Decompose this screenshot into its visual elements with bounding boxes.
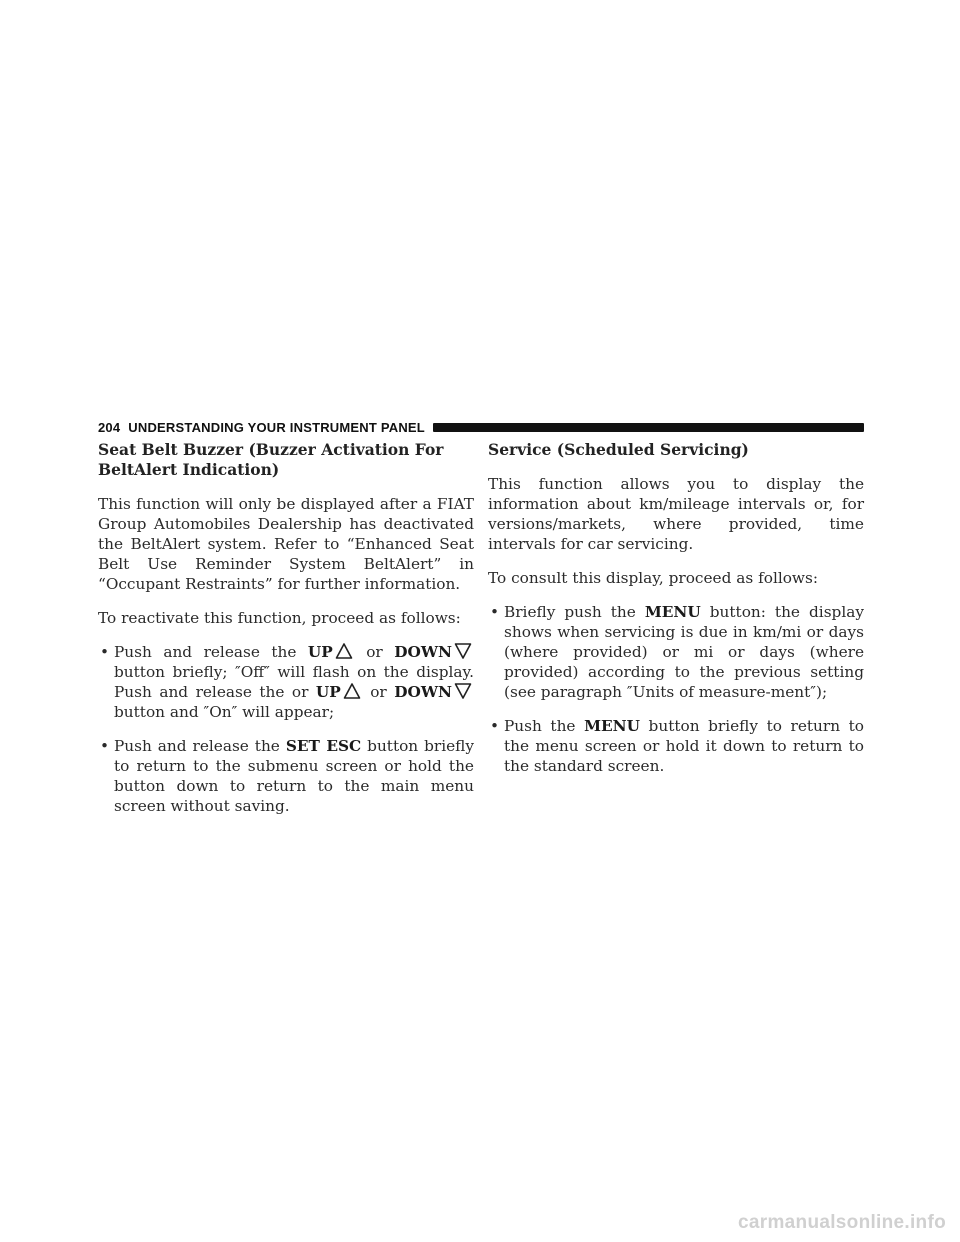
page-header xyxy=(98,418,864,436)
seat-belt-buzzer-heading: Seat Belt Buzzer (Buzzer Activation For BeltAlert Indication) xyxy=(98,440,444,479)
right-column xyxy=(488,440,864,790)
reactivate-steps xyxy=(98,642,474,816)
down-arrow-icon xyxy=(454,642,472,660)
up-key-label: UP xyxy=(307,643,333,661)
set-esc-key-label: SET ESC xyxy=(285,737,362,755)
watermark-text: carmanualsonline.info xyxy=(738,1212,946,1233)
up-key-label: UP xyxy=(315,683,341,701)
list-item: • Push the MENU button briefly to return to the menu screen or hold it down to return to the standard screen. xyxy=(490,717,865,775)
list-item: • Push and release the UP or DOWN button briefly; ″Off″ will flash on the display. Push and release the or UP or DOWN button and ″On″ will appear; xyxy=(100,643,474,721)
down-key-label: DOWN xyxy=(394,643,452,661)
consult-instruction: To consult this display, proceed as follows: xyxy=(488,569,819,587)
list-item: • Briefly push the MENU button: the display shows when servicing is due in km/mi or days (where provided) or mi or days (where provided) according to the previous setting (see paragraph ″Units of measure-ment″); xyxy=(490,603,864,701)
menu-key-label: MENU xyxy=(644,603,701,621)
left-column xyxy=(98,440,474,830)
up-arrow-icon xyxy=(343,682,361,700)
menu-key-label: MENU xyxy=(584,717,640,735)
bullet-marker: • xyxy=(100,737,110,755)
section-title: UNDERSTANDING YOUR INSTRUMENT PANEL xyxy=(128,419,425,435)
up-arrow-icon xyxy=(335,642,353,660)
reactivate-instruction: To reactivate this function, proceed as follows: xyxy=(98,609,461,627)
down-key-label: DOWN xyxy=(394,683,452,701)
service-intro: This function allows you to display the information about km/mileage intervals or, for versions/markets, where provided, time intervals for car servicing. xyxy=(488,475,864,553)
bullet-marker: • xyxy=(100,643,110,661)
down-arrow-icon xyxy=(454,682,472,700)
header-rule xyxy=(433,423,864,432)
list-item: • Push and release the SET ESC button briefly to return to the submenu screen or hold the button down to return to the main menu screen without saving. xyxy=(100,737,475,815)
seat-belt-buzzer-intro: This function will only be displayed after a FIAT Group Automobiles Dealership has deactivated the BeltAlert system. Refer to “Enhanced Seat Belt Use Reminder System BeltAlert” in “Occupant Restraints” for further information. xyxy=(98,495,474,593)
page-number: 204 xyxy=(98,419,121,435)
bullet-marker: • xyxy=(490,603,500,621)
service-heading: Service (Scheduled Servicing) xyxy=(488,440,749,459)
consult-steps xyxy=(488,602,864,776)
bullet-marker: • xyxy=(490,717,500,735)
